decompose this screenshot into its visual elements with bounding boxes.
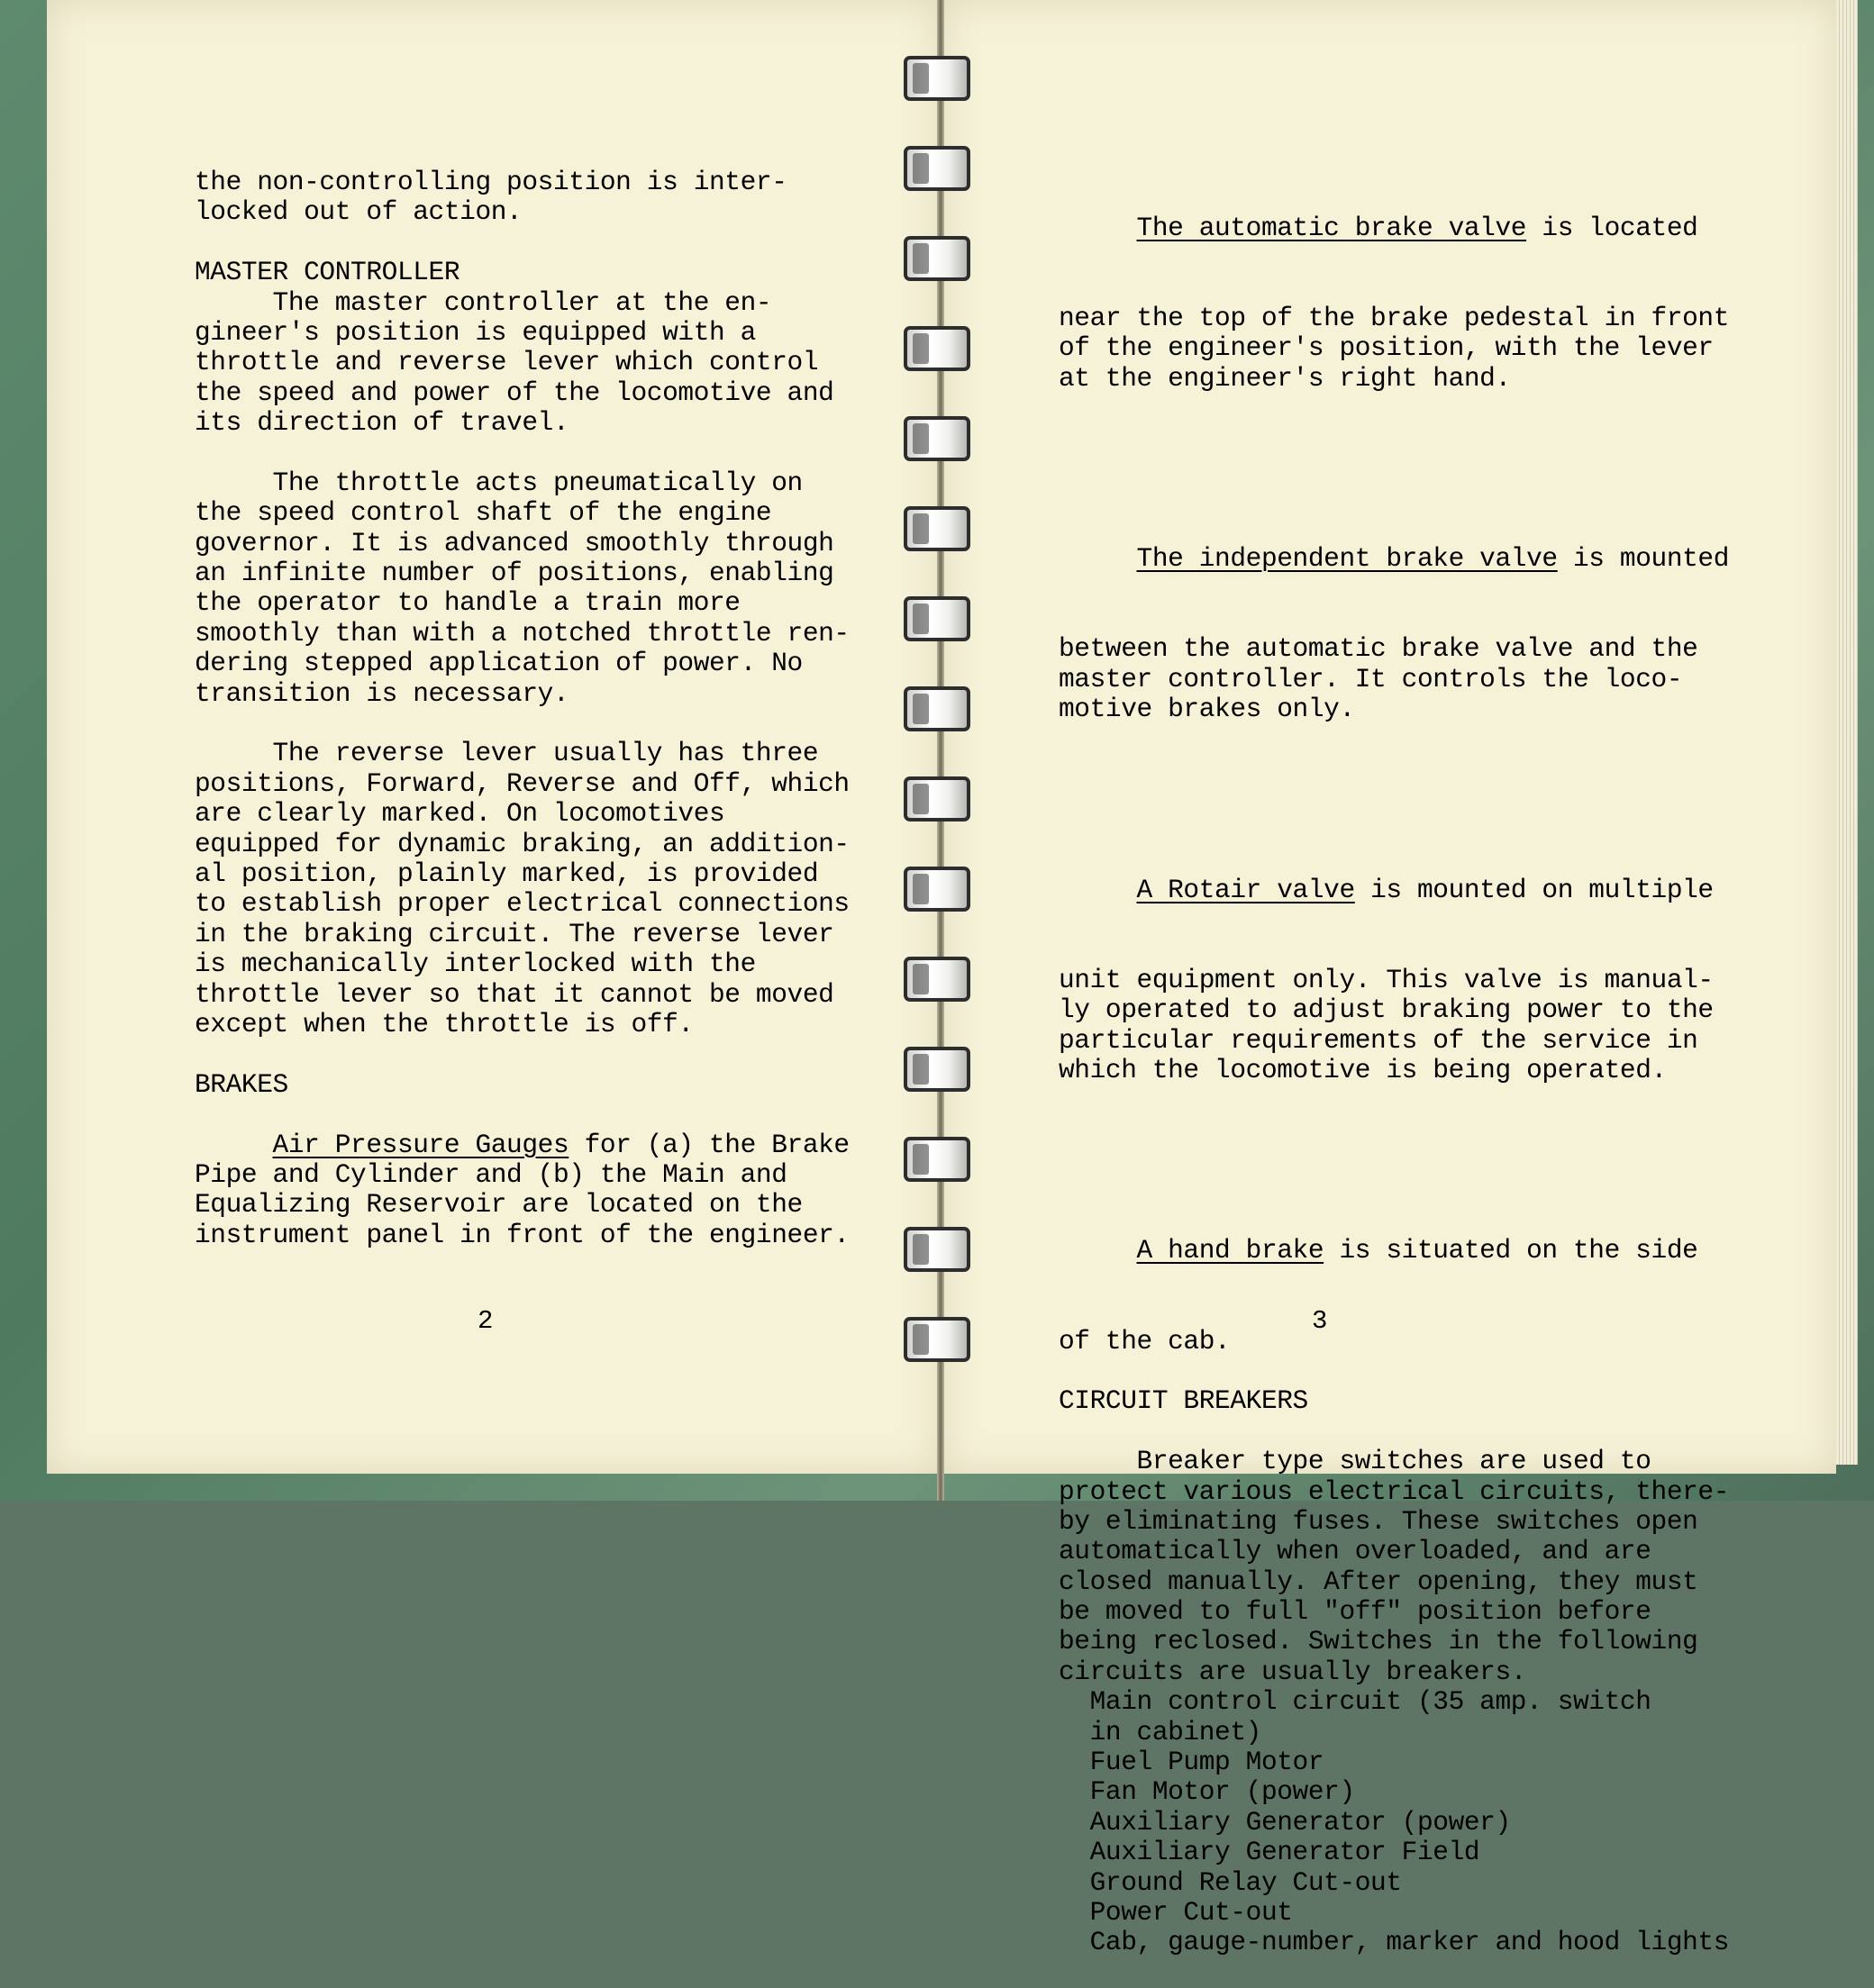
text-line: Ground Relay Cut-out (1059, 1866, 1402, 1898)
text-line: its direction of travel. (195, 407, 569, 439)
text-line: of the engineer's position, with the lever (1059, 332, 1714, 364)
text-line: being reclosed. Switches in the following (1059, 1626, 1698, 1657)
text-line: the speed control shaft of the engine (195, 497, 772, 529)
text-line: an infinite number of positions, enabling (195, 558, 834, 589)
text-line: between the automatic brake valve and the (1059, 633, 1698, 665)
text-line: at the engineer's right hand. (1059, 362, 1511, 394)
text-line: equipped for dynamic braking, an addition- (195, 828, 850, 859)
text-line: Power Cut-out (1059, 1897, 1293, 1928)
binding-ring (904, 416, 970, 461)
spine (937, 0, 944, 1501)
text-line: be moved to full "off" position before (1059, 1596, 1651, 1628)
text-line: the non-controlling position is inter- (195, 167, 787, 197)
text-line: The reverse lever usually has three (195, 738, 819, 769)
page-edges (1836, 0, 1858, 1465)
air-pressure-gauges-term: Air Pressure Gauges (272, 1129, 569, 1160)
text-line: instrument panel in front of the engineer. (195, 1219, 850, 1250)
text-line: Equalizing Reservoir are located on the (195, 1189, 803, 1221)
text-line: unit equipment only. This valve is manual- (1059, 964, 1714, 995)
text-line (195, 228, 850, 258)
rotair-valve-para (1059, 966, 1729, 1086)
text-line: The master controller at the en- (195, 286, 772, 318)
binding-ring (904, 326, 970, 371)
text-line (195, 709, 850, 739)
text-line: are clearly marked. On locomotives (195, 798, 725, 830)
text-line: gineer's position is equipped with a (195, 316, 756, 348)
text-line: BRAKES (195, 1068, 288, 1100)
text-line: The throttle acts pneumatically on (195, 467, 803, 498)
text-line: ly operated to adjust braking power to the (1059, 994, 1714, 1026)
auto-brake-valve-term: The automatic brake valve (1136, 212, 1527, 243)
text-line: smoothly than with a notched throttle ren- (195, 617, 850, 649)
text-line: Pipe and Cylinder and (b) the Main and (195, 1158, 787, 1190)
text-line: al position, plainly marked, is provided (195, 858, 819, 889)
text-line: transition is necessary. (195, 677, 569, 709)
text-line: Auxiliary Generator (power) (1059, 1806, 1511, 1838)
binding-ring (904, 957, 970, 1002)
text-line: Auxiliary Generator Field (1059, 1837, 1480, 1868)
text-line: Main control circuit (35 amp. switch (1059, 1686, 1651, 1718)
text-line: except when the throttle is off. (195, 1008, 694, 1039)
text-line: Fan Motor (power) (1059, 1776, 1355, 1808)
text-line: automatically when overloaded, and are (1059, 1536, 1651, 1567)
text-line: the operator to handle a train more (195, 587, 741, 619)
text-line: in the braking circuit. The reverse lever (195, 918, 834, 949)
binding-ring (904, 56, 970, 101)
text-line: protect various electrical circuits, there- (1059, 1475, 1730, 1507)
text-line: Fuel Pump Motor (1059, 1747, 1324, 1778)
text-line: positions, Forward, Reverse and Off, which (195, 767, 850, 799)
binding-ring (904, 596, 970, 641)
hand-brake-line: A hand brake is situated on the side (1136, 1235, 1698, 1266)
text-line: is mechanically interlocked with the (195, 949, 756, 980)
text-line: to establish proper electrical connections (195, 888, 850, 920)
text-line: governor. It is advanced smoothly through (195, 527, 834, 558)
text-line: circuits are usually breakers. (1059, 1656, 1527, 1687)
text-line: of the cab. (1059, 1325, 1231, 1357)
rotair-valve-term: A Rotair valve (1136, 874, 1355, 905)
indep-brake-valve-line: The independent brake valve is mounted (1136, 543, 1730, 575)
text-line (195, 1039, 850, 1069)
binding-ring (904, 1227, 970, 1272)
text-line: locked out of action. (195, 196, 523, 228)
text-line: Cab, gauge-number, marker and hood lights (1059, 1927, 1730, 1958)
auto-brake-valve-line: The automatic brake valve is located (1136, 212, 1698, 243)
text-line: which the locomotive is being operated. (1059, 1054, 1667, 1085)
indep-brake-valve-para (1059, 634, 1729, 724)
page-number-left: 2 (478, 1306, 494, 1336)
text-line: in cabinet) (1059, 1716, 1261, 1747)
text-line: motive brakes only. (1059, 694, 1355, 725)
text-line: MASTER CONTROLLER (195, 257, 460, 288)
binding-ring (904, 686, 970, 731)
text-line (1059, 1417, 1729, 1447)
binding-ring (904, 776, 970, 822)
right-page-text (1059, 153, 1729, 1988)
binding-ring (904, 506, 970, 551)
text-line: throttle and reverse lever which control (195, 347, 819, 378)
indep-brake-valve-term: The independent brake valve (1136, 543, 1558, 575)
text-line: Breaker type switches are used to (1059, 1446, 1651, 1477)
auto-brake-valve-para (1059, 304, 1729, 394)
text-line: near the top of the brake pedestal in front (1059, 303, 1730, 334)
text-line: the speed and power of the locomotive and (195, 377, 834, 408)
text-line (195, 1100, 850, 1130)
text-line: master controller. It controls the loco- (1059, 663, 1683, 694)
left-page-text (195, 168, 850, 1250)
text-line: throttle lever so that it cannot be moved (195, 978, 834, 1010)
text-line: dering stepped application of power. No (195, 648, 803, 679)
binding-ring (904, 1047, 970, 1092)
binding-ring (904, 1137, 970, 1182)
text-line: closed manually. After opening, they must (1059, 1566, 1698, 1597)
binding-ring (904, 236, 970, 281)
text-line: by eliminating fuses. These switches open (1059, 1505, 1698, 1537)
rotair-valve-line: A Rotair valve is mounted on multiple (1136, 874, 1714, 905)
page-number-right: 3 (1312, 1306, 1328, 1336)
text-line (1059, 1357, 1729, 1386)
binding-ring (904, 1317, 970, 1362)
binding-ring (904, 146, 970, 191)
air-pressure-gauges-line: Air Pressure Gauges for (a) the Brake (272, 1129, 850, 1160)
hand-brake-and-breakers-para (1059, 1327, 1729, 1958)
text-line (195, 439, 850, 468)
hand-brake-term: A hand brake (1136, 1235, 1324, 1266)
text-line: particular requirements of the service in (1059, 1024, 1698, 1056)
text-line: CIRCUIT BREAKERS (1059, 1385, 1308, 1417)
binding-ring (904, 867, 970, 912)
